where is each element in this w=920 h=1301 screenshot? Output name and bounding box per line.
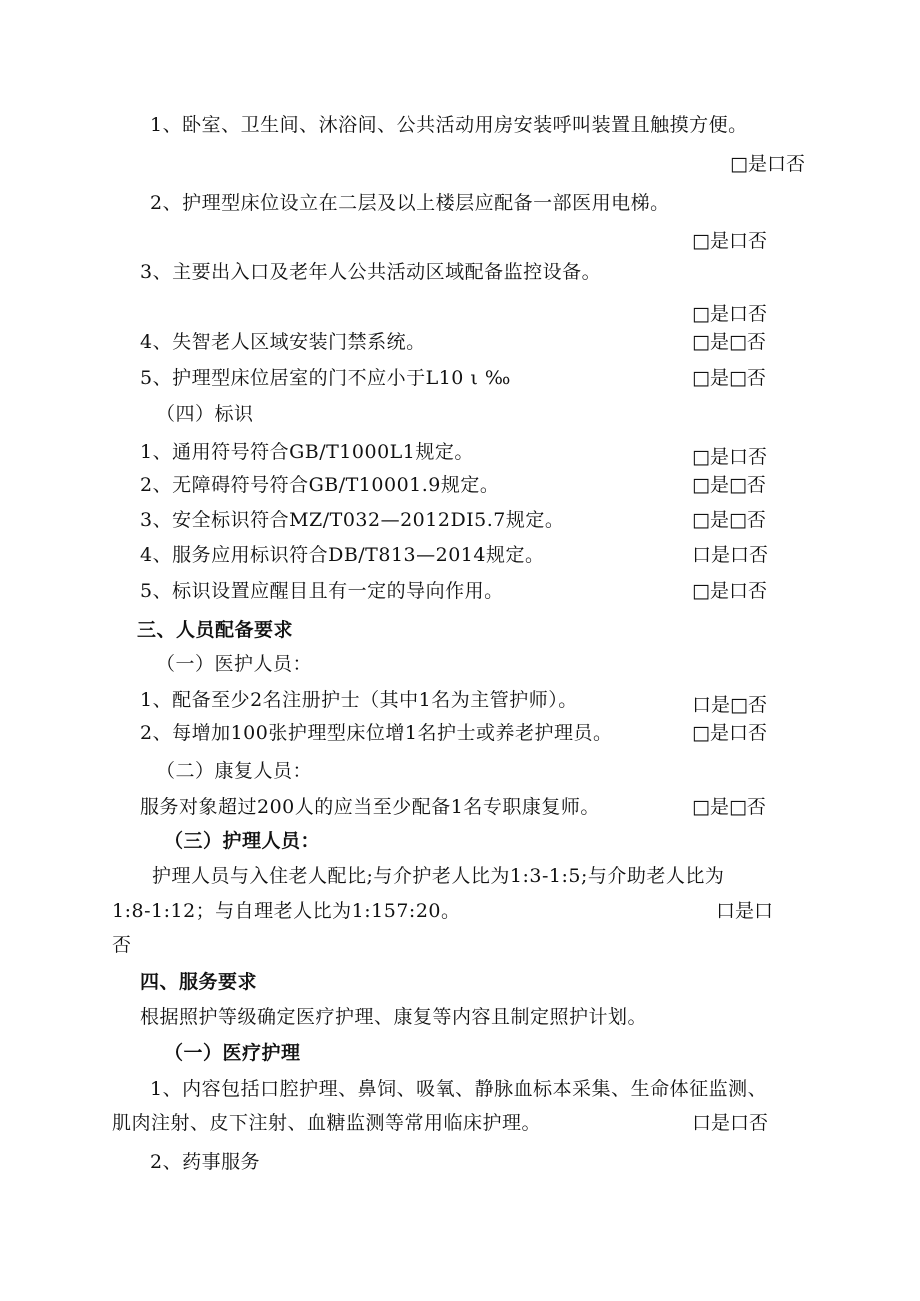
item-safety-signs: 3、安全标识符合MZ/T032—2012DI5.7规定。	[140, 509, 565, 531]
checkbox-yes-no[interactable]: 口是口否	[692, 1112, 769, 1134]
checkbox-yes-no[interactable]: □是□否	[692, 331, 766, 353]
item-care-plan: 根据照护等级确定医疗护理、康复等内容且制定照护计划。	[140, 1006, 648, 1028]
checkbox-yes-no[interactable]: □是□否	[692, 474, 766, 496]
item-clinical-care-line2: 肌肉注射、皮下注射、血糖监测等常用临床护理。	[112, 1112, 542, 1134]
checkbox-yes-no[interactable]: □是口否	[692, 230, 767, 252]
section-heading-care-staff: （三）护理人员：	[164, 830, 321, 852]
section-heading-rehab-staff: （二）康复人员：	[156, 760, 313, 782]
item-care-ratio-line1: 护理人员与入住老人配比;与介护老人比为1:3-1:5;与介助老人比为	[152, 865, 725, 887]
checkbox-yes-no[interactable]: □是□否	[692, 796, 766, 818]
checkbox-yes-no[interactable]: □是口否	[692, 580, 767, 602]
section-title-staffing: 三、人员配备要求	[137, 619, 294, 641]
checkbox-yes-no[interactable]: □是口否	[692, 303, 767, 325]
checkbox-wrap-text: 否	[112, 934, 132, 956]
checkbox-yes-no[interactable]: 口是口否	[692, 544, 769, 566]
item-pharmacy-service: 2、药事服务	[150, 1151, 261, 1173]
item-rehab-therapist: 服务对象超过200人的应当至少配备1名专职康复师。	[140, 796, 600, 818]
item-clinical-care-line1: 1、内容包括口腔护理、鼻饲、吸氧、静脉血标本采集、生命体征监测、	[150, 1078, 768, 1100]
section-heading-medical-care: （一）医疗护理	[164, 1042, 301, 1064]
checkbox-yes-no[interactable]: □是□否	[692, 367, 766, 389]
item-care-ratio-line2: 1:8-1:12；与自理老人比为1:157:20。	[112, 900, 461, 922]
checkbox-yes-no[interactable]: □是口否	[692, 446, 767, 468]
item-general-symbols: 1、通用符号符合GB/T1000L1规定。	[140, 441, 474, 463]
item-service-signs: 4、服务应用标识符合DB/T813—2014规定。	[140, 544, 545, 566]
item-monitoring: 3、主要出入口及老年人公共活动区域配备监控设备。	[140, 261, 602, 283]
item-medical-elevator: 2、护理型床位设立在二层及以上楼层应配备一部医用电梯。	[150, 192, 670, 214]
item-call-device: 1、卧室、卫生间、沐浴间、公共活动用房安装呼叫装置且触摸方便。	[150, 114, 748, 136]
item-sign-visibility: 5、标识设置应醒目且有一定的导向作用。	[140, 580, 504, 602]
item-accessibility-symbols: 2、无障碍符号符合GB/T10001.9规定。	[140, 474, 500, 496]
checkbox-yes-no[interactable]: 口是口	[716, 900, 774, 922]
item-registered-nurses: 1、配备至少2名注册护士（其中1名为主管护师）。	[140, 689, 578, 711]
item-access-control: 4、失智老人区域安装门禁系统。	[140, 331, 426, 353]
checkbox-yes-no[interactable]: □是口否	[730, 153, 805, 175]
item-door-width: 5、护理型床位居室的门不应小于L10 ι ‰	[140, 367, 511, 389]
section-heading-signs: （四）标识	[156, 403, 254, 425]
checkbox-yes-no[interactable]: □是□否	[692, 509, 766, 531]
checkbox-yes-no[interactable]: 口是□否	[692, 694, 767, 716]
section-heading-medical-staff: （一）医护人员：	[156, 653, 313, 675]
checkbox-yes-no[interactable]: □是口否	[692, 722, 767, 744]
section-title-service: 四、服务要求	[140, 971, 258, 993]
item-nurse-ratio: 2、每增加100张护理型床位增1名护士或养老护理员。	[140, 722, 613, 744]
